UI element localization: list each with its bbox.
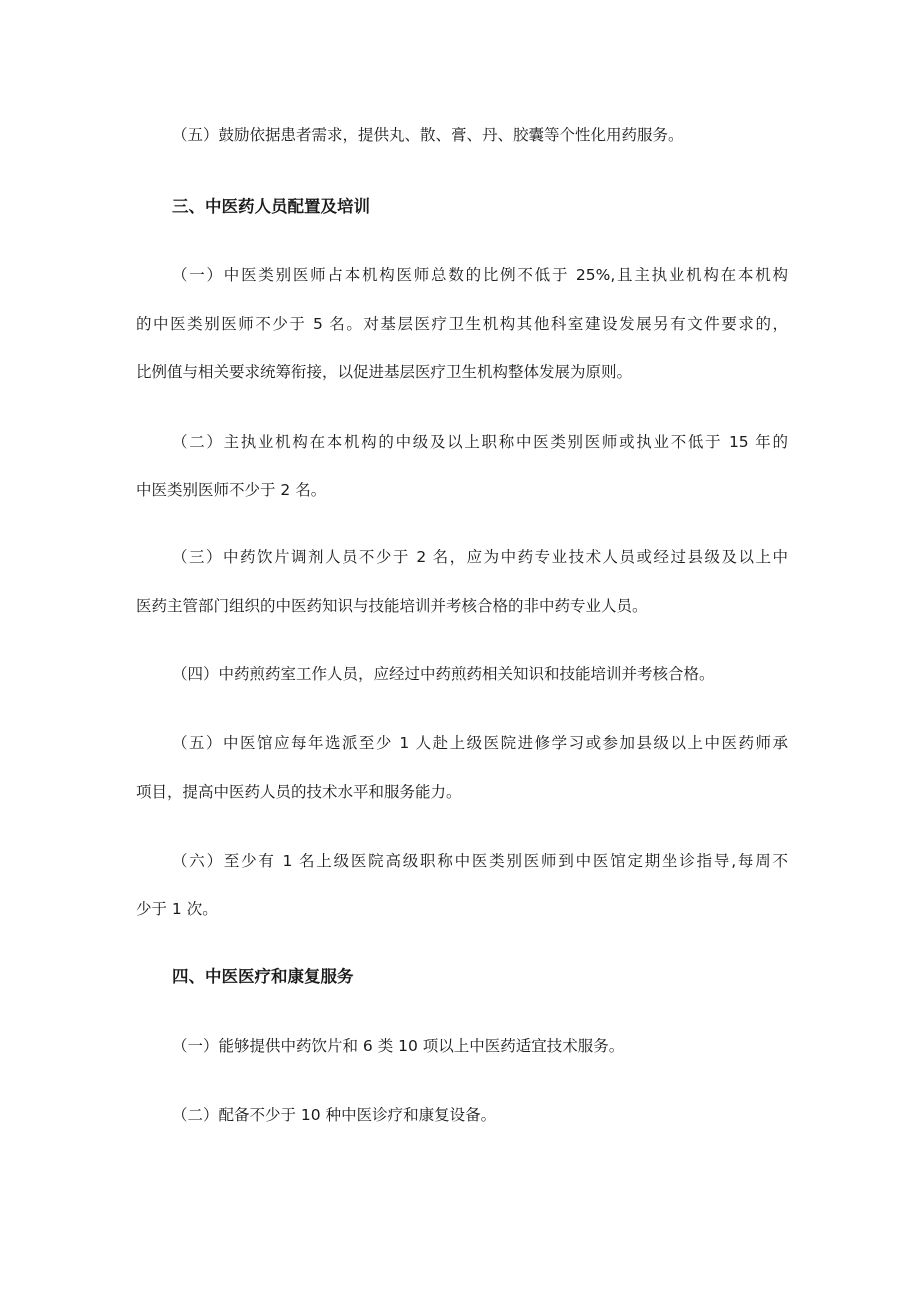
paragraph-line: 的中医类别医师不少于 5 名。对基层医疗卫生机构其他科室建设发展另有文件要求的，: [136, 315, 788, 333]
section-heading: 三、中医药人员配置及培训: [172, 197, 370, 216]
paragraph-line: （四）中药煎药室工作人员，应经过中药煎药相关知识和技能培训并考核合格。: [172, 665, 715, 683]
paragraph-line: （二）配备不少于 10 种中医诊疗和康复设备。: [172, 1106, 497, 1124]
paragraph-line: （一）能够提供中药饮片和 6 类 10 项以上中医药适宜技术服务。: [172, 1037, 625, 1055]
paragraph-line: 中医类别医师不少于 2 名。: [136, 481, 327, 499]
paragraph-line: 比例值与相关要求统筹衔接，以促进基层医疗卫生机构整体发展为原则。: [136, 363, 633, 381]
paragraph-line: （五）鼓励依据患者需求，提供丸、散、膏、丹、胶囊等个性化用药服务。: [172, 126, 684, 144]
paragraph-line: （五）中医馆应每年选派至少 1 人赴上级医院进修学习或参加县级以上中医药师承: [172, 734, 788, 752]
paragraph-line: （二）主执业机构在本机构的中级及以上职称中医类别医师或执业不低于 15 年的: [172, 433, 788, 451]
paragraph-line: （一）中医类别医师占本机构医师总数的比例不低于 25%,且主执业机构在本机构: [172, 266, 788, 284]
paragraph-line: （三）中药饮片调剂人员不少于 2 名，应为中药专业技术人员或经过县级及以上中: [172, 548, 788, 566]
section-heading: 四、中医医疗和康复服务: [172, 967, 354, 986]
paragraph-line: 医药主管部门组织的中医药知识与技能培训并考核合格的非中药专业人员。: [136, 597, 648, 615]
paragraph-line: 项目，提高中医药人员的技术水平和服务能力。: [136, 783, 462, 801]
paragraph-line: （六）至少有 1 名上级医院高级职称中医类别医师到中医馆定期坐诊指导,每周不: [172, 852, 788, 870]
paragraph-line: 少于 1 次。: [136, 900, 218, 918]
